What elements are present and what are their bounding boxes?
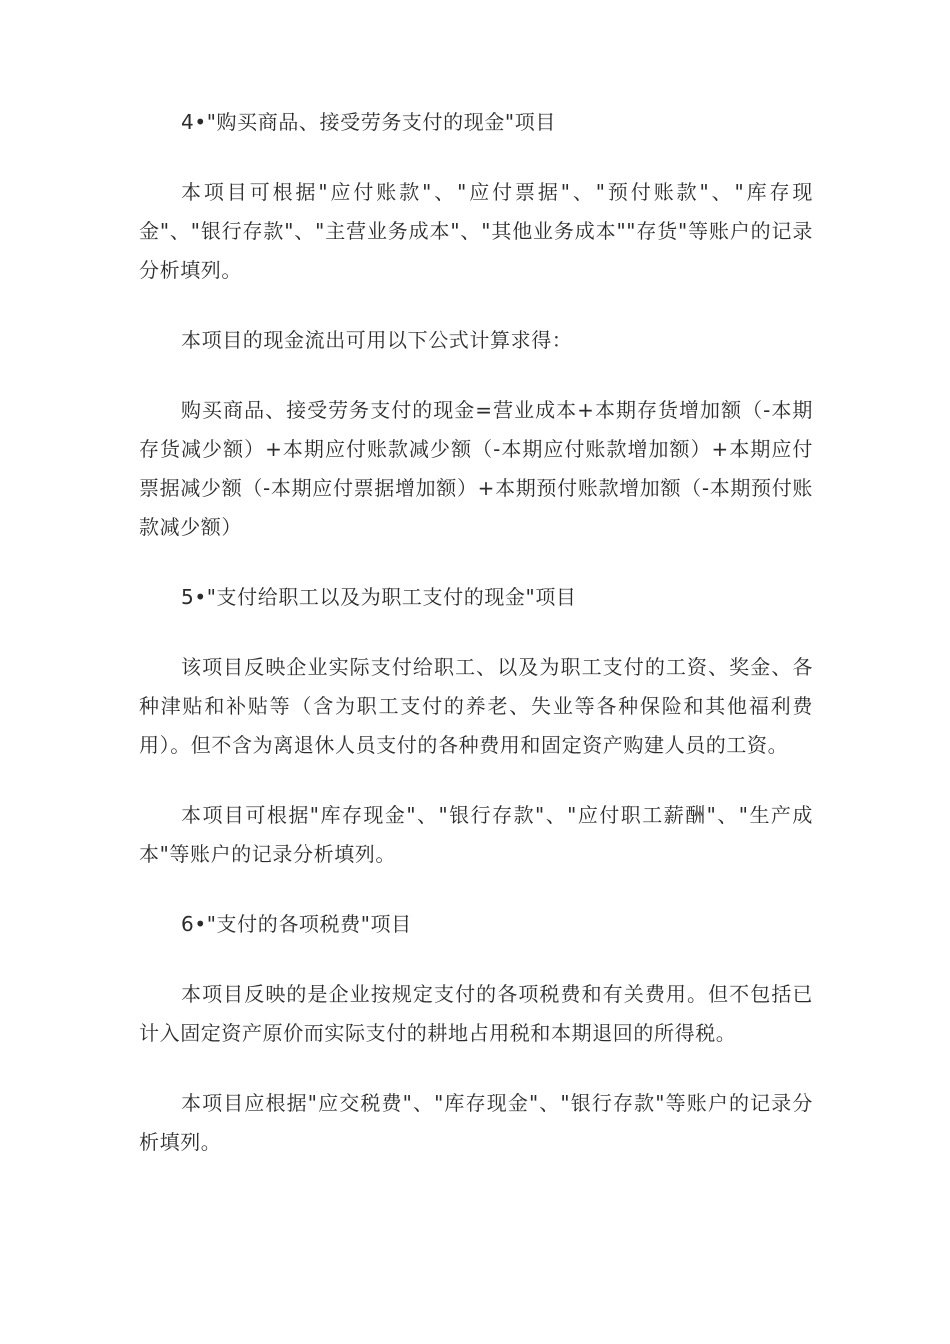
paragraph: 本项目应根据"应交税费"、"库存现金"、"银行存款"等账户的记录分析填列。 <box>139 1091 813 1154</box>
section-heading-4: 4•"购买商品、接受劳务支付的现金"项目 <box>181 110 556 134</box>
paragraph: 该项目反映企业实际支付给职工、以及为职工支付的工资、奖金、各种津贴和补贴等（含为职工支付的养老、失业等各种保险和其他福利费用）。但不含为离退休人员支付的各种费用和固定资产购建人员的工资。 <box>139 655 813 757</box>
section-heading-5: 5•"支付给职工以及为职工支付的现金"项目 <box>181 585 577 609</box>
section-heading-6: 6•"支付的各项税费"项目 <box>181 912 412 936</box>
formula-paragraph: 购买商品、接受劳务支付的现金=营业成本+本期存货增加额（-本期存货减少额）+本期应付账款减少额（-本期应付账款增加额）+本期应付票据减少额（-本期应付票据增加额）+本期预付账款增加额（-本期预付账款减少额） <box>139 398 813 539</box>
document-body <box>139 103 813 1193</box>
paragraph: 本项目的现金流出可用以下公式计算求得： <box>181 328 573 352</box>
paragraph: 本项目可根据"库存现金"、"银行存款"、"应付职工薪酬"、"生产成本"等账户的记录分析填列。 <box>139 803 813 866</box>
paragraph: 本项目可根据"应付账款"、"应付票据"、"预付账款"、"库存现金"、"银行存款"、"主营业务成本"、"其他业务成本""存货"等账户的记录分析填列。 <box>139 180 813 282</box>
paragraph: 本项目反映的是企业按规定支付的各项税费和有关费用。但不包括已计入固定资产原价而实际支付的耕地占用税和本期退回的所得税。 <box>139 982 813 1045</box>
